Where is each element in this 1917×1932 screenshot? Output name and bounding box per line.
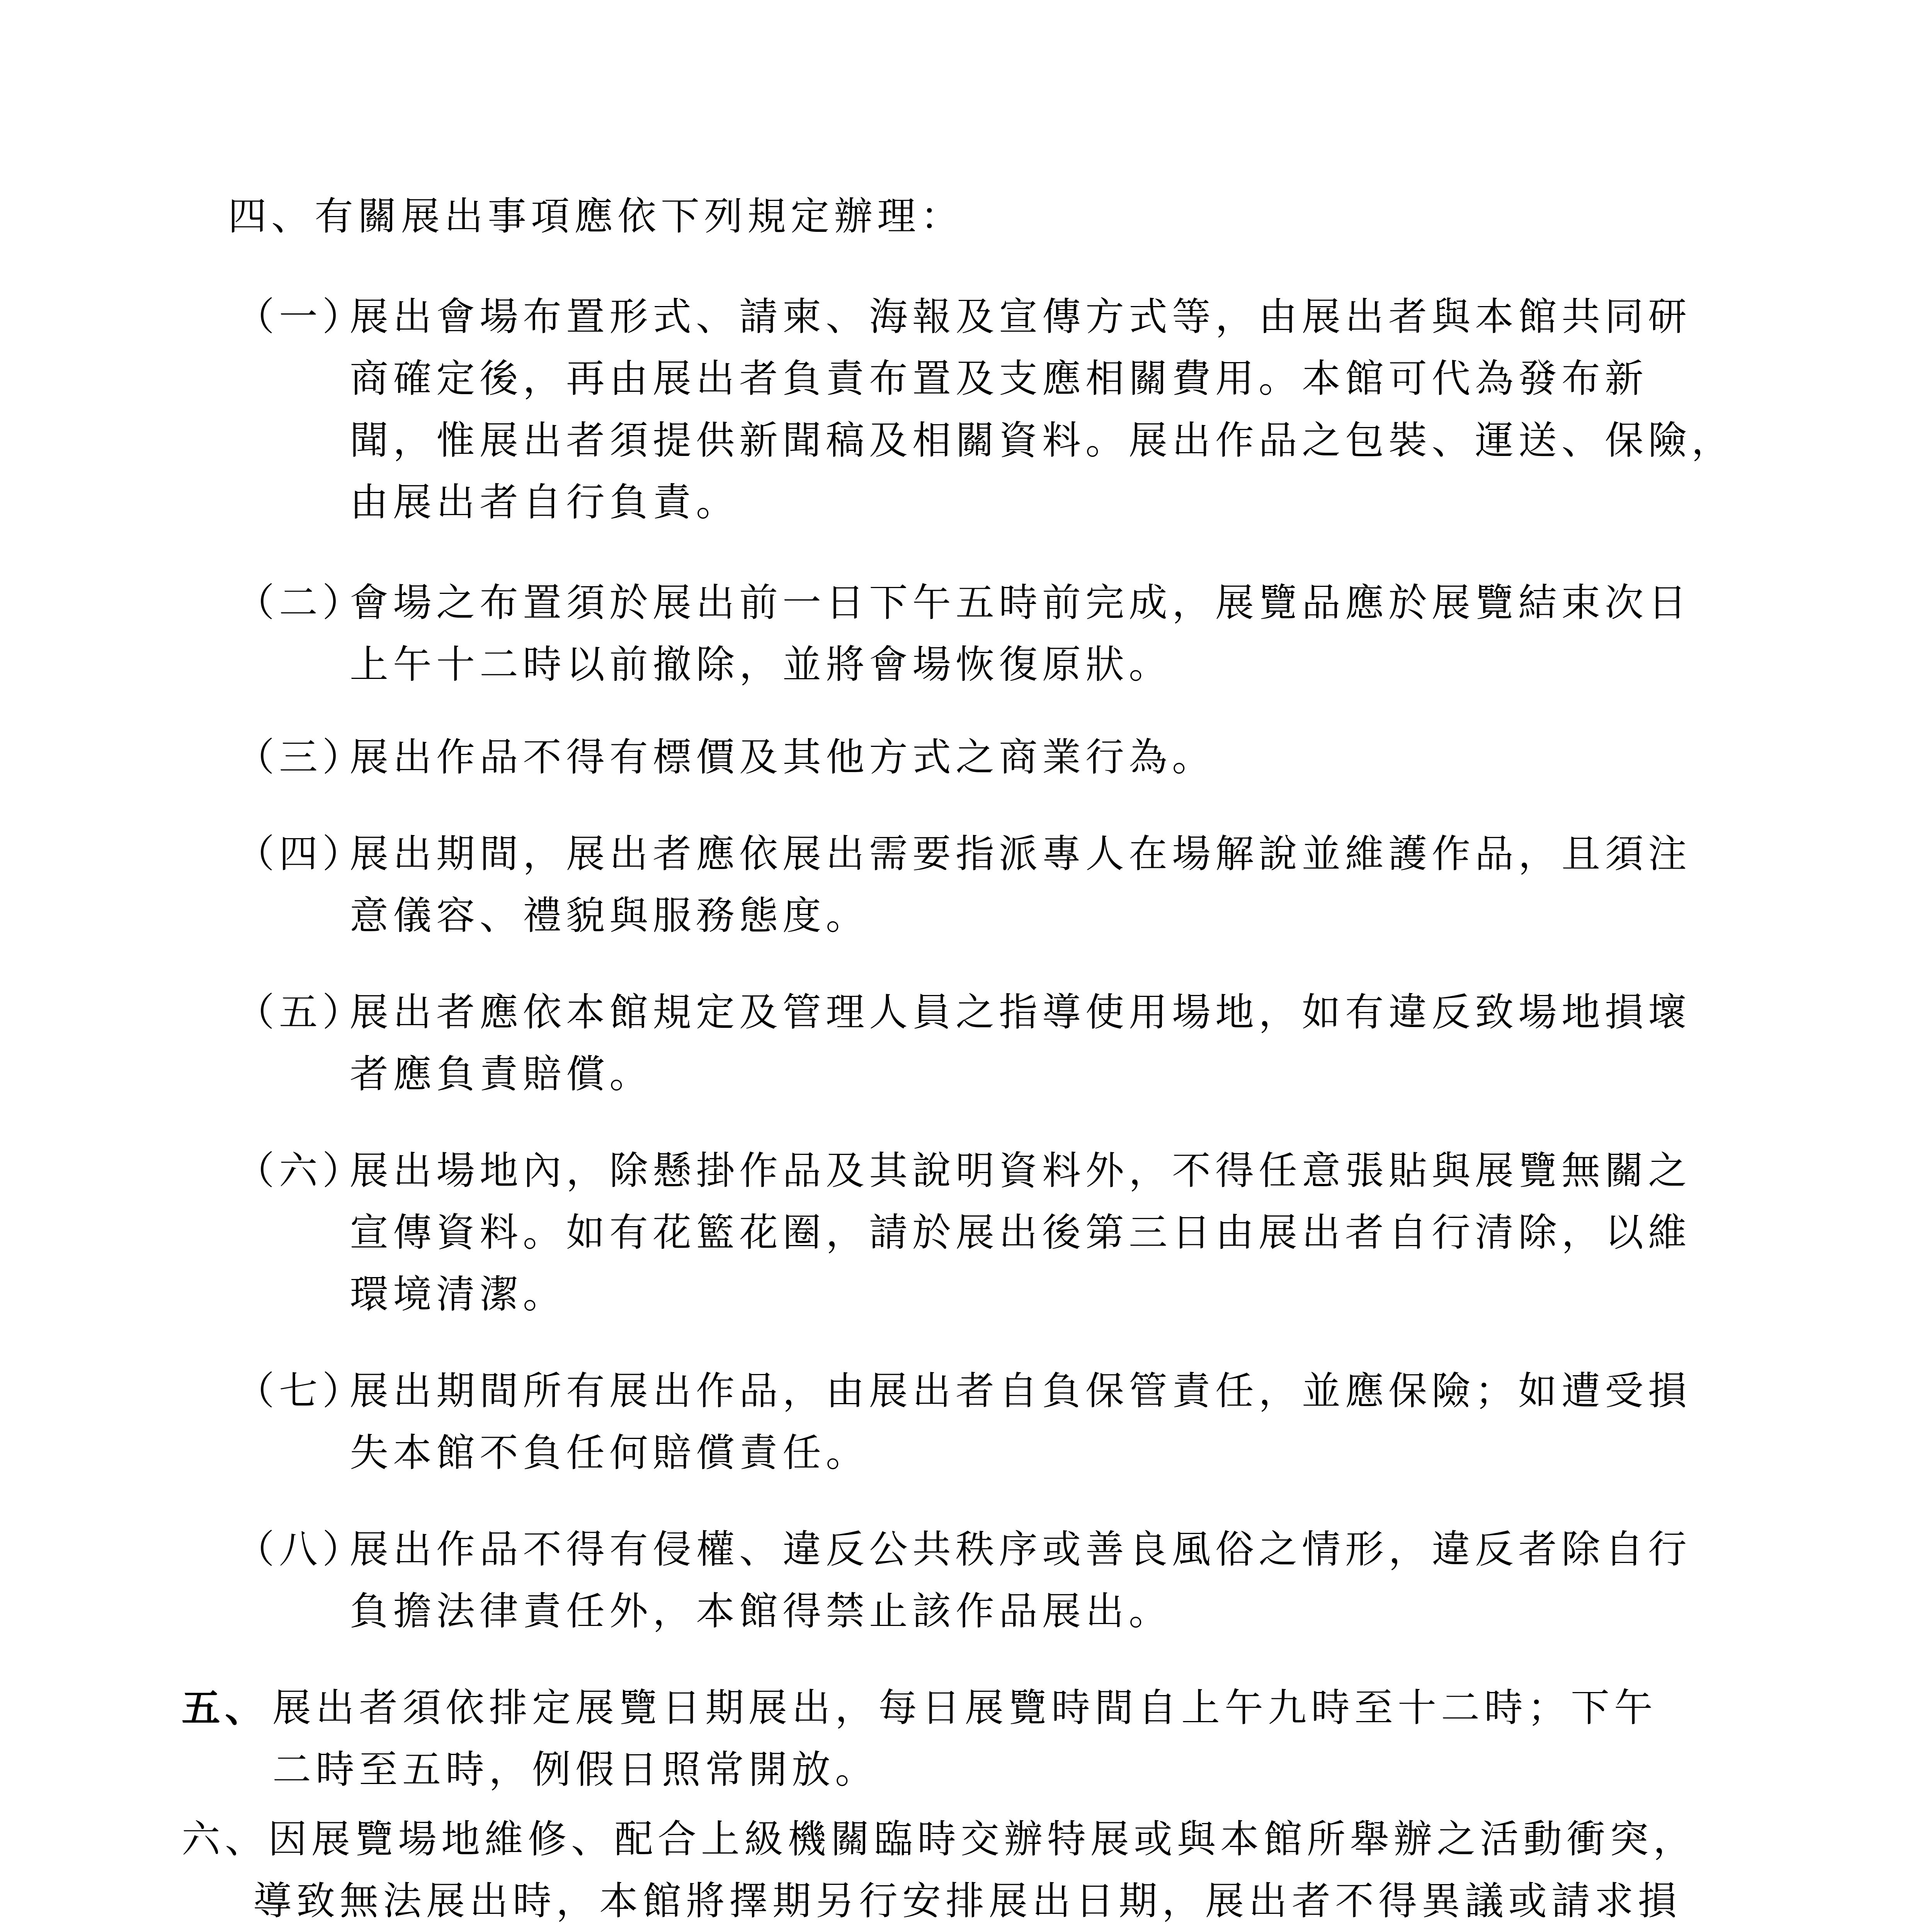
subitem-6-line-1: 展出場地內，除懸掛作品及其說明資料外，不得任意張貼與展覽無關之 <box>350 1148 1691 1193</box>
item-6-line-2: 導致無法展出時，本館將擇期另行安排展出日期，展出者不得異議或請求損 <box>253 1878 1681 1923</box>
item-5-line-1: 展出者須依排定展覽日期展出，每日展覽時間自上午九時至十二時；下午 <box>272 1685 1657 1730</box>
subitem-3-marker: （三） <box>236 735 366 780</box>
item-4-heading: 四、有關展出事項應依下列規定辦理： <box>228 194 964 239</box>
subitem-7-marker: （七） <box>236 1368 366 1413</box>
subitem-5-marker: （五） <box>236 990 366 1035</box>
subitem-2-line-1: 會場之布置須於展出前一日下午五時前完成，展覽品應於展覽結束次日 <box>350 580 1691 625</box>
subitem-4-line-1: 展出期間，展出者應依展出需要指派專人在場解說並維護作品，且須注 <box>350 831 1691 876</box>
subitem-5-line-1: 展出者應依本館規定及管理人員之指導使用場地，如有違反致場地損壞 <box>350 990 1691 1035</box>
subitem-8-line-1: 展出作品不得有侵權、違反公共秩序或善良風俗之情形，違反者除自行 <box>350 1527 1691 1572</box>
subitem-7-line-1: 展出期間所有展出作品，由展出者自負保管責任，並應保險；如遭受損 <box>350 1368 1691 1413</box>
item-5-marker: 五、 <box>182 1685 268 1731</box>
subitem-8-line-2: 負擔法律責任外，本館得禁止該作品展出。 <box>350 1588 1172 1634</box>
subitem-6-marker: （六） <box>236 1148 366 1193</box>
subitem-6-line-3: 環境清潔。 <box>350 1272 566 1317</box>
subitem-6-line-2: 宣傳資料。如有花籃花圈，請於展出後第三日由展出者自行清除，以維 <box>350 1210 1691 1255</box>
subitem-3-line-1: 展出作品不得有標價及其他方式之商業行為。 <box>350 735 1215 780</box>
item-6-line-1: 六、因展覽場地維修、配合上級機關臨時交辦特展或與本館所舉辦之活動衝突， <box>182 1816 1696 1862</box>
subitem-1-line-1: 展出會場布置形式、請柬、海報及宣傳方式等，由展出者與本館共同研 <box>350 294 1691 339</box>
subitem-5-line-2: 者應負責賠償。 <box>350 1051 653 1097</box>
subitem-7-line-2: 失本館不負任何賠償責任。 <box>350 1430 869 1475</box>
subitem-2-marker: （二） <box>236 580 366 625</box>
subitem-1-line-2: 商確定後，再由展出者負責布置及支應相關費用。本館可代為發布新 <box>350 356 1648 401</box>
subitem-4-marker: （四） <box>236 831 366 876</box>
subitem-2-line-2: 上午十二時以前撤除，並將會場恢復原狀。 <box>350 642 1172 687</box>
subitem-8-marker: （八） <box>236 1527 366 1572</box>
item-5-line-2: 二時至五時，例假日照常開放。 <box>272 1747 878 1792</box>
subitem-4-line-2: 意儀容、禮貌與服務態度。 <box>350 893 869 938</box>
subitem-1-line-4: 由展出者自行負責。 <box>350 480 739 525</box>
subitem-1-marker: （一） <box>236 294 366 339</box>
subitem-1-line-3: 聞，惟展出者須提供新聞稿及相關資料。展出作品之包裝、運送、保險， <box>350 418 1735 463</box>
